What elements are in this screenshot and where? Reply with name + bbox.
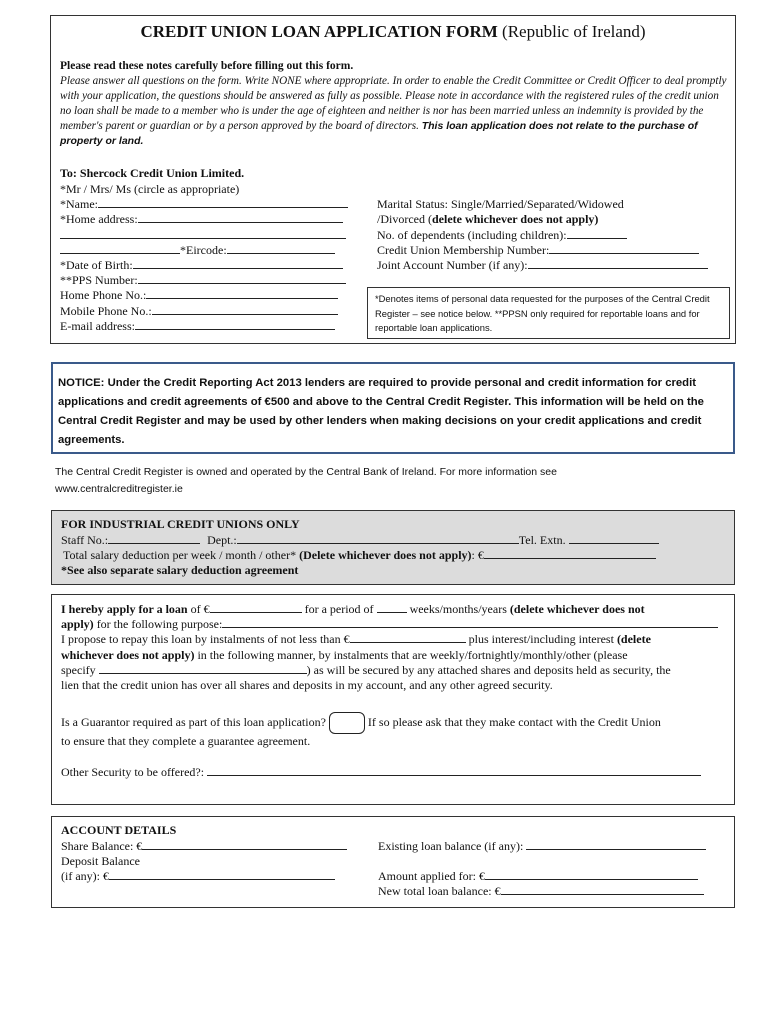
name-field[interactable]: *Name: (60, 197, 348, 212)
home-address-field[interactable]: *Home address: (60, 212, 343, 227)
home-address-line2[interactable] (60, 228, 346, 243)
other-security-field[interactable]: Other Security to be offered?: (61, 765, 701, 780)
new-total-loan-field[interactable]: New total loan balance: € (378, 884, 704, 899)
marital-status-divorced[interactable]: /Divorced (delete whichever does not apply) (377, 212, 599, 226)
industrial-heading: FOR INDUSTRIAL CREDIT UNIONS ONLY (61, 517, 300, 531)
eircode-field[interactable]: *Eircode: (60, 243, 335, 258)
loan-amount-field[interactable]: I hereby apply for a loan of € for a period of weeks/months/years (delete whichever does not (61, 602, 645, 616)
staff-number-field[interactable]: Staff No.: Dept.: Tel. Extn. (61, 533, 659, 548)
industrial-section (51, 510, 735, 585)
deposit-balance-field[interactable]: (if any): € (61, 869, 335, 884)
guarantor-question: Is a Guarantor required as part of this loan application? If so please ask that they make contact with the Credit Union (61, 712, 661, 734)
marital-status[interactable]: Marital Status: Single/Married/Separated/Widowed (377, 197, 624, 211)
loan-application-section (51, 594, 735, 805)
notice-box (51, 362, 735, 454)
ccr-info-link[interactable]: www.centralcreditregister.ie (55, 483, 183, 495)
date-of-birth-field[interactable]: *Date of Birth: (60, 258, 343, 273)
repayment-amount-field[interactable]: I propose to repay this loan by instalments of not less than € plus interest/including interest (delete (61, 632, 651, 646)
notes-heading: Please read these notes carefully before filling out this form. (60, 60, 354, 72)
salutation[interactable]: *Mr / Mrs/ Ms (circle as appropriate) (60, 182, 240, 196)
form-title: CREDIT UNION LOAN APPLICATION FORM (Republic of Ireland) (140, 22, 646, 41)
loan-purpose-field[interactable]: apply) for the following purpose: (61, 617, 718, 632)
salary-deduction-note: *See also separate salary deduction agreement (61, 563, 299, 577)
notes-text: Please answer all questions on the form. Write NONE where appropriate. In order to enable the Credit Committee or Credit Officer to deal promptly with your application, the questions should be answered as fully as possible. Please note in accordance with the registered rules of the credit union no loan shall be made to a member who is under the age of eighteen and neither is nor has been married unless an indemnity is provided by the member's parent or guardian or by a person approved by the board of directors. This loan application does not relate to the purchase of property or land. (60, 75, 727, 147)
guarantor-checkbox[interactable] (329, 712, 365, 734)
guarantor-note: to ensure that they complete a guarantee agreement. (61, 734, 311, 748)
lien-text: lien that the credit union has over all shares and deposits in my account, and any other agreed security. (61, 678, 553, 692)
denotes-note: *Denotes items of personal data requested for the purposes of the Central Credit Register – see notice below. **PPSN only required for reportable loans and for reportable loan applications. (367, 287, 730, 339)
notice-text: NOTICE: Under the Credit Reporting Act 2013 lenders are required to provide personal and credit information for credit applications and credit agreements of €500 and above to the Central Credit Register. This information will be held on the Central Credit Register and may be used by other lenders when making decisions on your credit applications and credit agreements. (58, 377, 704, 446)
share-balance-field[interactable]: Share Balance: € (61, 839, 347, 854)
repayment-specify-field[interactable]: specify ) as will be secured by any attached shares and deposits held as security, the (61, 663, 671, 677)
ccr-info-line1: The Central Credit Register is owned and operated by the Central Bank of Ireland. For more information see (55, 466, 557, 478)
joint-account-field[interactable]: Joint Account Number (if any): (377, 258, 708, 273)
existing-loan-field[interactable]: Existing loan balance (if any): (378, 839, 706, 854)
amount-applied-field[interactable]: Amount applied for: € (378, 869, 698, 884)
account-details-section (51, 816, 735, 908)
repayment-manner[interactable]: whichever does not apply) in the following manner, by instalments that are weekly/fortnightly/monthly/other (please (61, 648, 628, 662)
salary-deduction-field[interactable]: Total salary deduction per week / month / other* (Delete whichever does not apply): € (63, 548, 656, 563)
email-field[interactable]: E-mail address: (60, 319, 335, 334)
mobile-phone-field[interactable]: Mobile Phone No.: (60, 304, 338, 319)
to-line: To: Shercock Credit Union Limited. (60, 166, 245, 180)
applicant-details-section (50, 15, 736, 344)
home-phone-field[interactable]: Home Phone No.: (60, 288, 338, 303)
dependents-field[interactable]: No. of dependents (including children): (377, 228, 627, 243)
membership-number-field[interactable]: Credit Union Membership Number: (377, 243, 699, 258)
pps-number-field[interactable]: **PPS Number: (60, 273, 346, 288)
deposit-balance-label: Deposit Balance (61, 854, 140, 868)
account-details-heading: ACCOUNT DETAILS (61, 823, 177, 837)
